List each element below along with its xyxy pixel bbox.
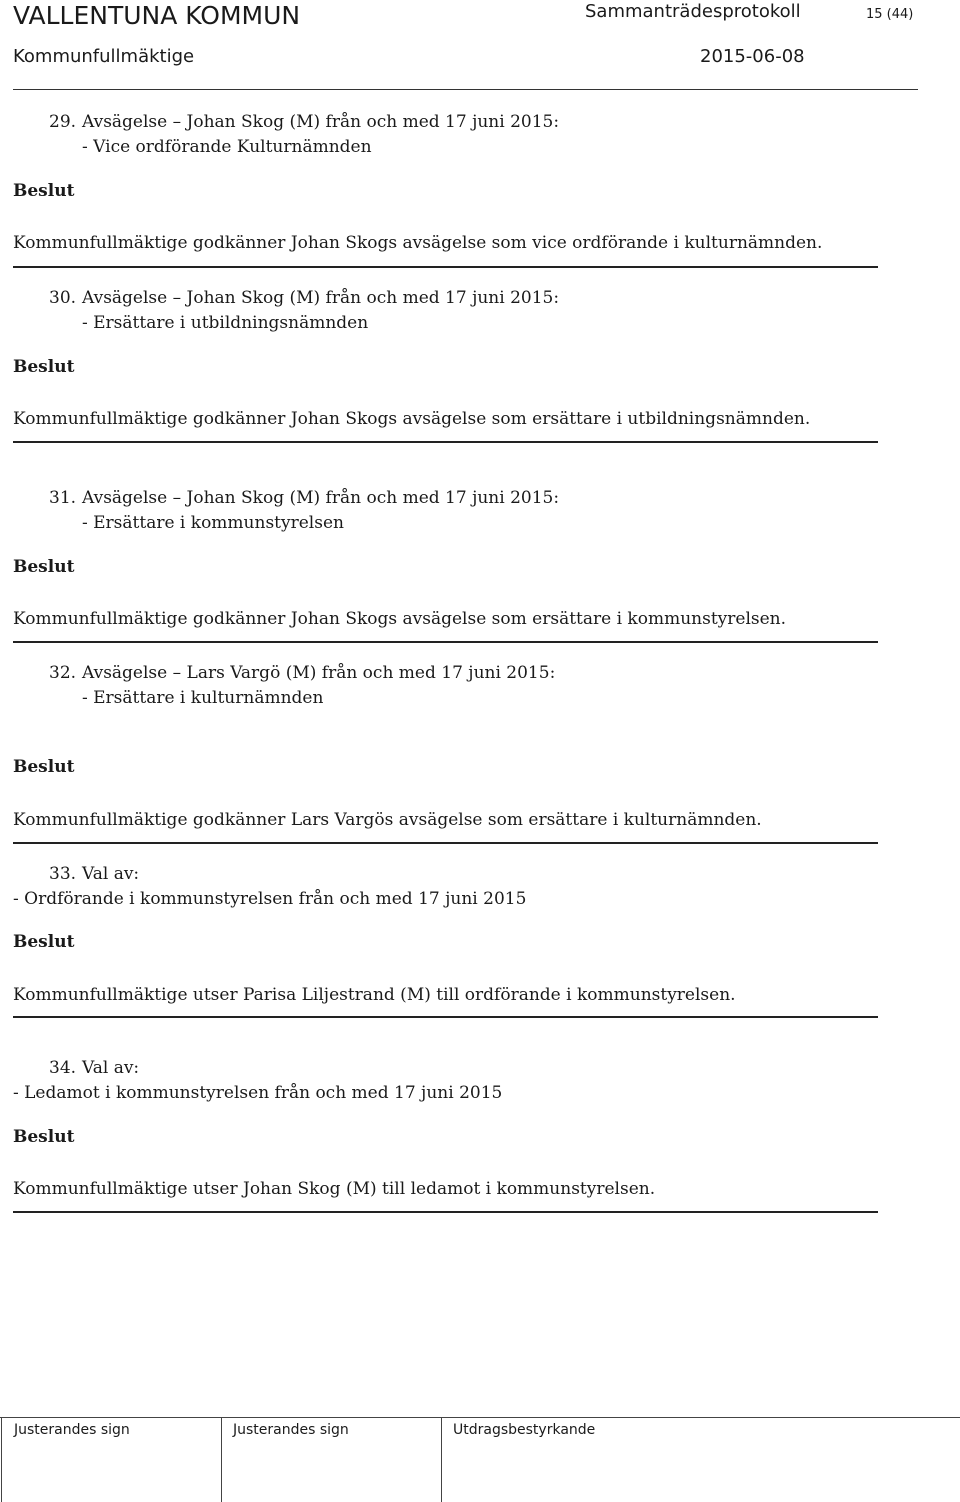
decision-text: Kommunfullmäktige godkänner Johan Skogs avsägelse som vice ordförande i kulturnämnden. (13, 233, 823, 253)
meeting-date: 2015-06-08 (700, 46, 805, 67)
organization-name: VALLENTUNA KOMMUN (13, 1, 301, 30)
beslut-heading: Beslut (13, 557, 75, 577)
section-title: Val av: (82, 864, 140, 884)
section-divider (13, 842, 878, 844)
beslut-heading: Beslut (13, 357, 75, 377)
meeting-body: Kommunfullmäktige (13, 46, 195, 67)
decision-text: Kommunfullmäktige godkänner Johan Skogs avsägelse som ersättare i kommunstyrelsen. (13, 609, 787, 629)
signature-label: Justerandes sign (14, 1422, 130, 1438)
section-subtitle: - Ledamot i kommunstyrelsen från och med 17 juni 2015 (13, 1083, 503, 1103)
signature-footer (0, 1417, 960, 1502)
section-number: 33. (49, 864, 77, 884)
section-divider (13, 1211, 878, 1213)
section-title: Avsägelse – Johan Skog (M) från och med 17 juni 2015: (82, 488, 560, 508)
section-divider (13, 441, 878, 443)
section-number: 30. (49, 288, 77, 308)
section-divider (13, 641, 878, 643)
section-subtitle: - Ersättare i kommunstyrelsen (82, 513, 344, 533)
certification-box (441, 1417, 960, 1502)
decision-text: Kommunfullmäktige utser Parisa Liljestrand (M) till ordförande i kommunstyrelsen. (13, 985, 736, 1005)
beslut-heading: Beslut (13, 757, 75, 777)
section-title: Avsägelse – Johan Skog (M) från och med 17 juni 2015: (82, 112, 560, 132)
signature-box (1, 1417, 222, 1502)
beslut-heading: Beslut (13, 1127, 75, 1147)
section-subtitle: - Vice ordförande Kulturnämnden (82, 137, 372, 157)
beslut-heading: Beslut (13, 932, 75, 952)
document-type: Sammanträdesprotokoll (585, 1, 801, 22)
section-title: Avsägelse – Johan Skog (M) från och med 17 juni 2015: (82, 288, 560, 308)
section-number: 32. (49, 663, 77, 683)
section-subtitle: - Ordförande i kommunstyrelsen från och med 17 juni 2015 (13, 889, 527, 909)
section-number: 31. (49, 488, 77, 508)
header-divider (13, 89, 918, 90)
beslut-heading: Beslut (13, 181, 75, 201)
page-number: 15 (44) (866, 7, 914, 22)
section-divider (13, 266, 878, 268)
section-title: Val av: (82, 1058, 140, 1078)
section-number: 34. (49, 1058, 77, 1078)
section-number: 29. (49, 112, 77, 132)
decision-text: Kommunfullmäktige godkänner Johan Skogs avsägelse som ersättare i utbildningsnämnden. (13, 409, 811, 429)
certification-label: Utdragsbestyrkande (453, 1422, 596, 1438)
decision-text: Kommunfullmäktige godkänner Lars Vargös avsägelse som ersättare i kulturnämnden. (13, 810, 762, 830)
section-title: Avsägelse – Lars Vargö (M) från och med 17 juni 2015: (82, 663, 556, 683)
signature-label: Justerandes sign (233, 1422, 349, 1438)
section-subtitle: - Ersättare i utbildningsnämnden (82, 313, 369, 333)
section-divider (13, 1016, 878, 1018)
decision-text: Kommunfullmäktige utser Johan Skog (M) till ledamot i kommunstyrelsen. (13, 1179, 656, 1199)
section-subtitle: - Ersättare i kulturnämnden (82, 688, 324, 708)
signature-box (221, 1417, 442, 1502)
